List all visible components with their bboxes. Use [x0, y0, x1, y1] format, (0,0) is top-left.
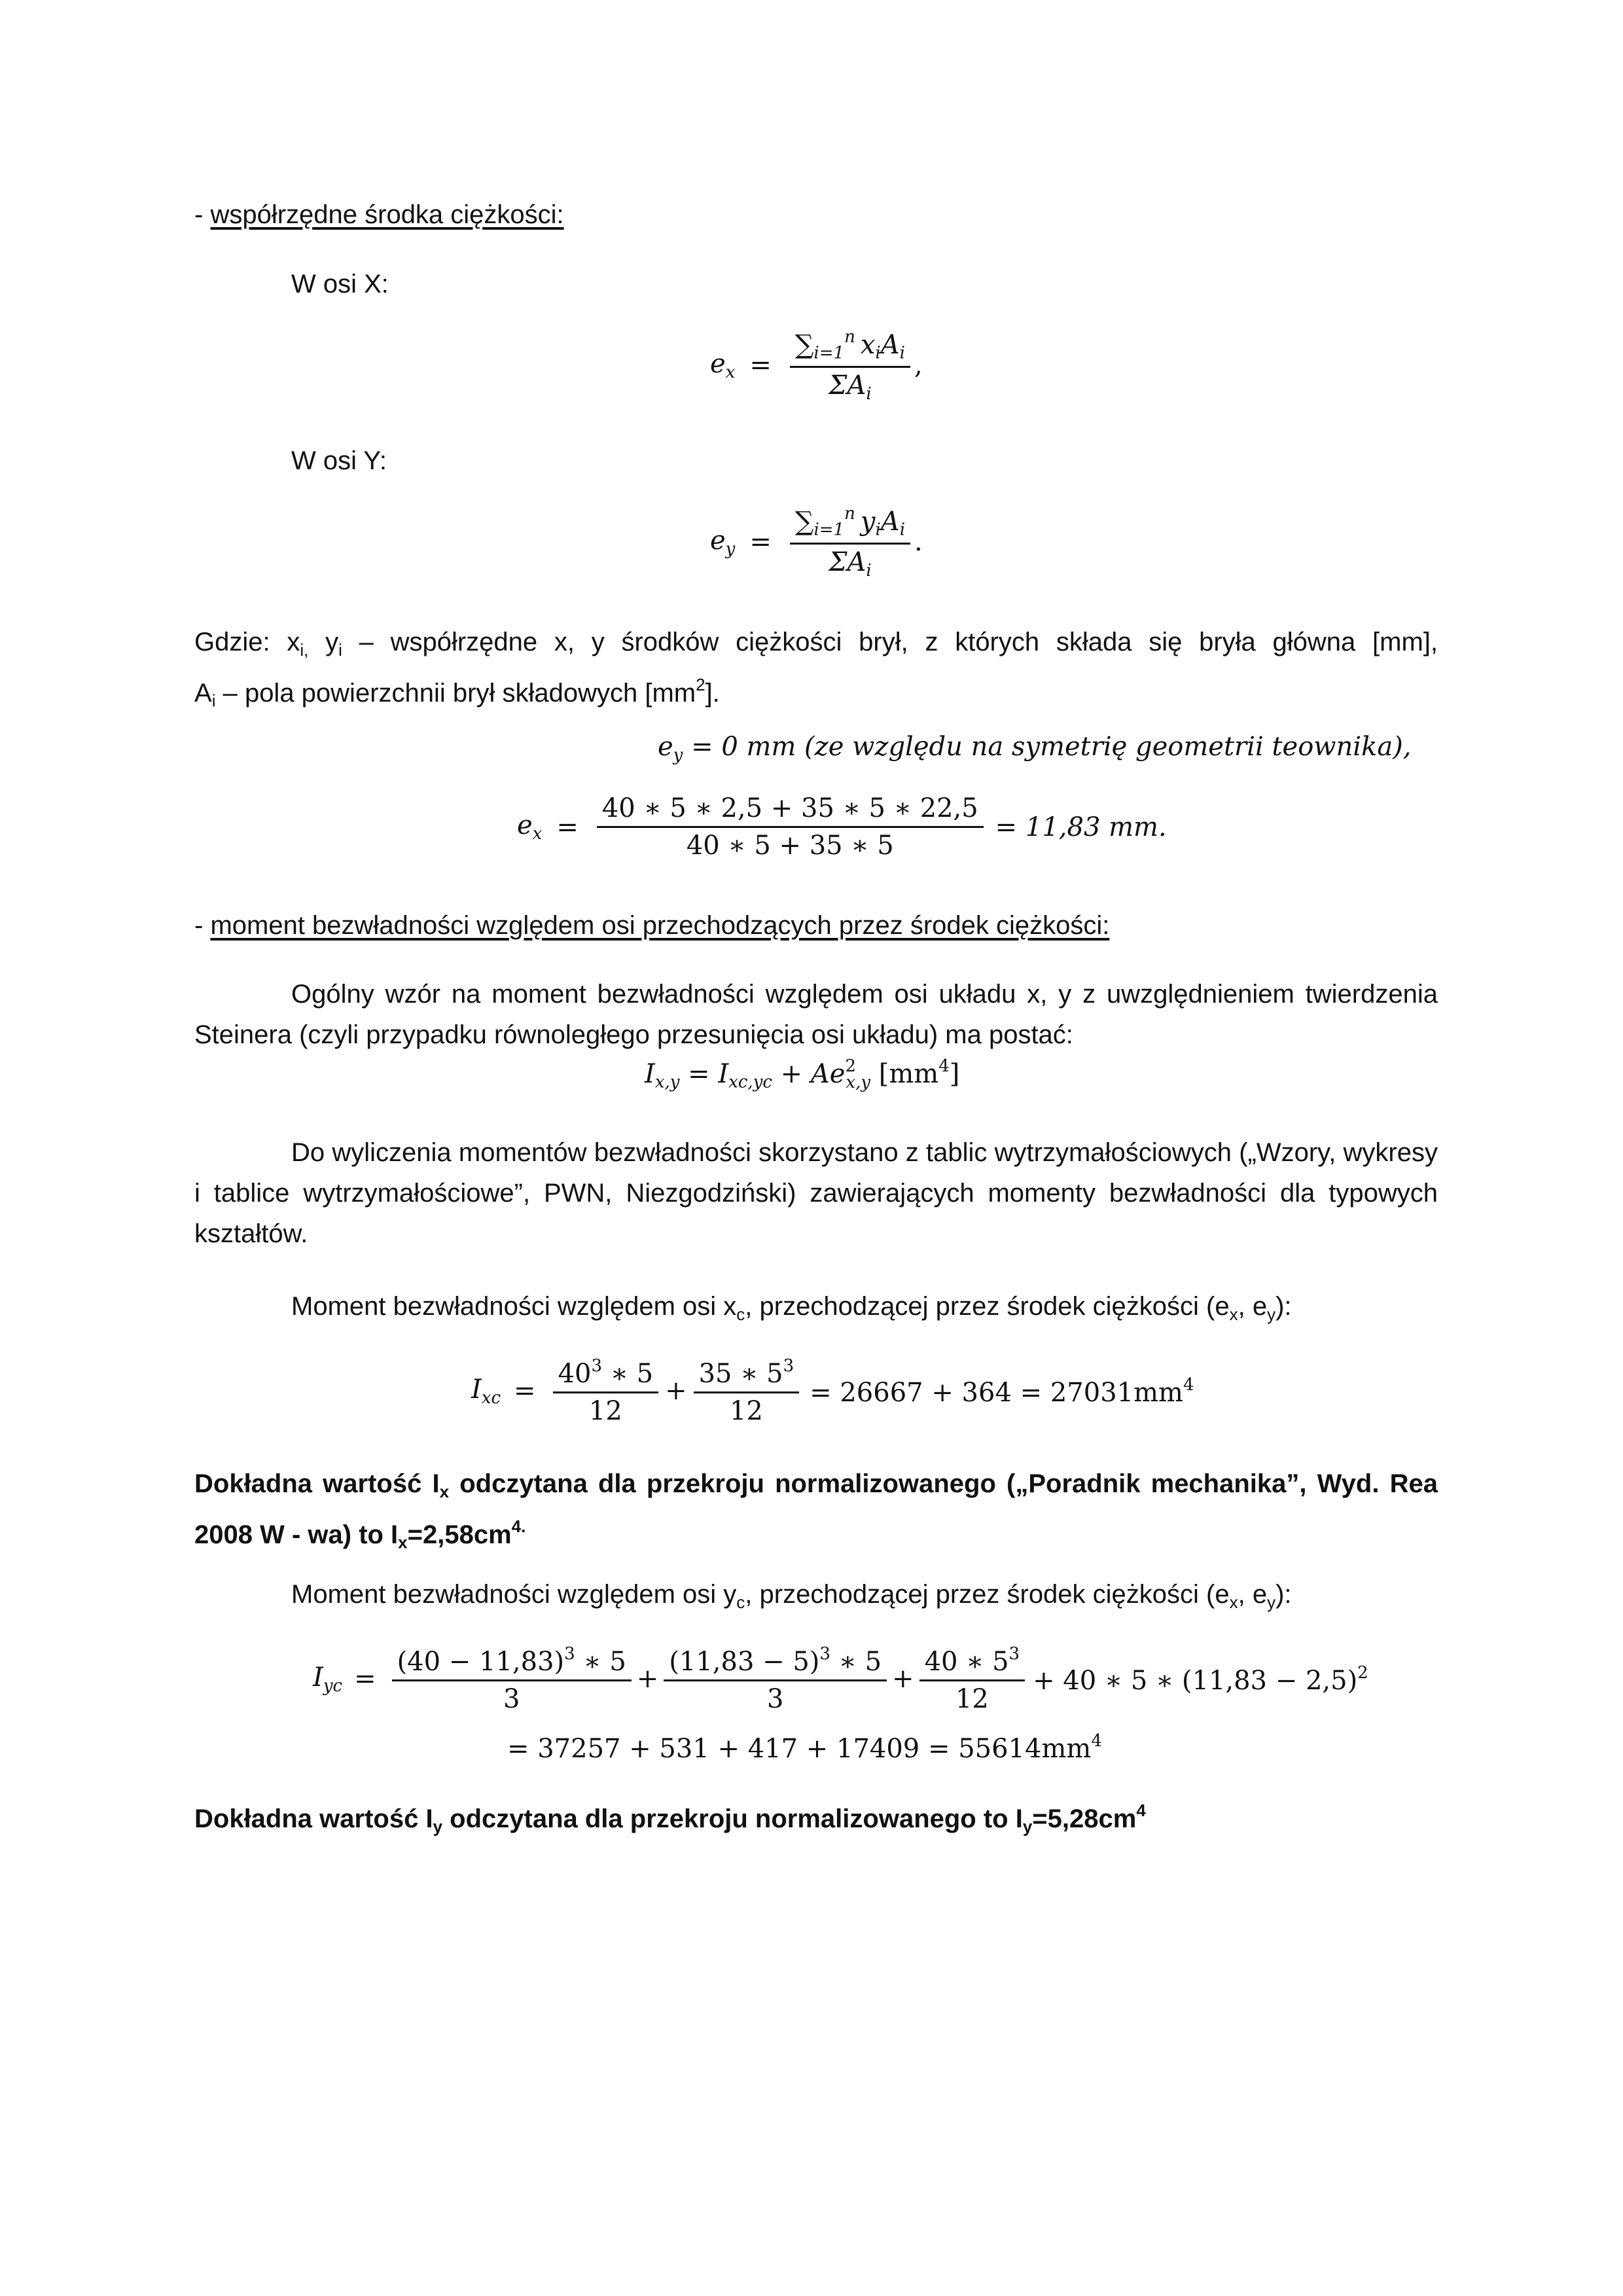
formula-ex-var: x [860, 329, 876, 360]
formula-ey [710, 504, 923, 580]
iyc-f3-num: 40 ∗ 5 [924, 1646, 1009, 1677]
ex-value-den: 40 ∗ 5 + 35 ∗ 5 [686, 831, 894, 861]
steiner-e-sub: x,y [846, 1072, 871, 1092]
ixc-fraction-1 [553, 1356, 659, 1426]
ixc-lhs-sub: xc [481, 1388, 501, 1408]
formula-ex-sum-sub: i=1 [813, 343, 845, 363]
formula-ey-lhs-sub: y [725, 539, 736, 559]
ey-value-rhs: = 0 mm (ze względu na symetrię geometrii teownika), [683, 732, 1412, 762]
formula-ey-trail: . [914, 527, 923, 558]
bold1-line2-b: =2,58cm [407, 1520, 512, 1549]
bold1-sub: x [439, 1481, 450, 1501]
iyc-intro-a: Moment bezwładności względem osi y [291, 1580, 737, 1609]
iyc-f2-den: 3 [766, 1683, 784, 1714]
ixc-intro-sub3: y [1267, 1304, 1276, 1324]
iyc-f2-sup: 3 [819, 1644, 830, 1664]
bold2-sup: 4 [1136, 1801, 1146, 1820]
paragraph-steiner: Ogólny wzór na moment bezwładności względem osi układu x, y z uwzględnieniem twierdzenia Steinera (czyli przypadku równoległego przesunięcia osi układu) ma postać: [194, 980, 1438, 1049]
ixc-formula [471, 1356, 1194, 1426]
iyc-tail: + 40 ∗ 5 ∗ (11,83 − 2,5) [1033, 1665, 1358, 1696]
gdzie-line2-sub: i [211, 691, 216, 711]
formula-ex-sum-sup: n [844, 327, 855, 347]
formula-ey-den-sub: i [866, 560, 872, 581]
gdzie-line2-a: A [194, 678, 212, 708]
steiner-I2-sub: xc,yc [728, 1072, 772, 1092]
iyc-fraction-1 [392, 1644, 632, 1714]
iyc-formula [313, 1644, 1368, 1714]
ixc-f2-sup: 3 [783, 1356, 794, 1376]
ex-value-lhs-sub: x [532, 823, 543, 844]
heading-text: współrzędne środka ciężkości: [210, 200, 564, 229]
iyc-tail-sup: 2 [1357, 1662, 1368, 1683]
ey-value-lhs: e [658, 732, 673, 762]
fraction-bar [694, 1391, 800, 1393]
steiner-unit-end: ] [949, 1058, 960, 1089]
heading-text: moment bezwładności względem osi przechodzących przez środek ciężkości: [210, 911, 1110, 940]
iyc-lhs: I [313, 1662, 323, 1693]
ixc-intro-sub2: x [1229, 1304, 1238, 1324]
ex-value-equation [517, 793, 1167, 861]
formula-ex-A: A [880, 329, 900, 360]
paragraph-tables: Do wyliczenia momentów bezwładności skorzystano z tablic wytrzymałościowych („Wzory, wykresy i tablice wytrzymałościowe”, PWN, Niezgodziński) zawierających momenty bezwładności dla typowych kształtów. [194, 1138, 1438, 1248]
ixc-f1-tail: ∗ 5 [602, 1358, 654, 1389]
formula-ey-sum-sub: i=1 [813, 520, 845, 540]
iyc-intro-sub2: x [1229, 1592, 1238, 1612]
ixc-rhs-sup: 4 [1183, 1374, 1194, 1395]
iyc-f3-sup: 3 [1008, 1644, 1020, 1664]
iyc-f3-den: 12 [955, 1683, 989, 1714]
heading-dash: - [194, 911, 211, 940]
iyc-intro-d: ): [1275, 1580, 1292, 1609]
iyc-intro-c: , e [1238, 1580, 1268, 1609]
iyc-fraction-3 [919, 1644, 1026, 1714]
steiner-I2: I [718, 1058, 729, 1089]
formula-ey-eq: = [749, 527, 772, 558]
ex-value-num: 40 ∗ 5 ∗ 2,5 + 35 ∗ 5 ∗ 22,5 [601, 793, 978, 823]
gdzie-text-c: – współrzędne x, y środków ciężkości brył, z których składa się bryła główna [mm], [342, 628, 1438, 656]
heading-dash: - [194, 200, 211, 229]
gdzie-line2-sup: 2 [696, 675, 705, 694]
bold-note-ix-line1 [194, 1463, 1438, 1512]
iyc-plus-2: + [892, 1664, 914, 1695]
steiner-e-sup: 2 [845, 1056, 857, 1076]
axis-y-label: W osi Y: [291, 446, 387, 475]
ixc-f1-den: 12 [588, 1395, 622, 1426]
iyc-f1-sup: 3 [564, 1644, 575, 1664]
formula-ey-var-sub: i [875, 520, 881, 540]
ixc-intro-a: Moment bezwładności względem osi x [291, 1292, 737, 1321]
ixc-f2-num: 35 ∗ 5 [698, 1358, 783, 1389]
iyc-eq: = [354, 1664, 376, 1695]
ixc-f2-den: 12 [729, 1395, 763, 1426]
gdzie-line2 [194, 664, 720, 722]
fraction-bar [392, 1679, 632, 1681]
bold1-b: odczytana dla przekroju normalizowanego („Poradnik mechanika”, Wyd. Rea [449, 1469, 1438, 1498]
iyc-f2-tail: ∗ 5 [830, 1646, 882, 1677]
ixc-intro-d: ): [1275, 1292, 1292, 1321]
iyc-intro [291, 1573, 1292, 1623]
formula-ex-sum: ∑ [794, 329, 814, 360]
fraction-bar [790, 366, 910, 368]
steiner-I: I [645, 1058, 655, 1089]
iyc-f1-den: 3 [503, 1683, 520, 1714]
fraction-bar [919, 1679, 1026, 1681]
bold2-a: Dokładna wartość I [194, 1804, 433, 1833]
formula-ey-A-sub: i [899, 520, 906, 540]
iyc-lhs-sub: yc [323, 1676, 343, 1696]
steiner-I-sub: x,y [654, 1072, 680, 1092]
iyc-line2: = 37257 + 531 + 417 + 17409 = 55614mm [507, 1733, 1092, 1764]
ey-value-lhs-sub: y [673, 745, 683, 765]
formula-ey-lhs: e [710, 525, 726, 556]
gdzie-text-a: Gdzie: x [194, 628, 300, 656]
formula-ex-trail: , [914, 350, 923, 381]
section-heading-moment [194, 905, 1109, 946]
axis-x-label: W osi X: [291, 270, 389, 298]
bold1-a: Dokładna wartość I [194, 1469, 440, 1498]
formula-ey-sum: ∑ [794, 506, 814, 537]
formula-ey-sum-sup: n [844, 504, 855, 524]
ixc-rhs: = 26667 + 364 = 27031mm [810, 1377, 1183, 1408]
iyc-f2-num: (11,83 − 5) [669, 1646, 820, 1677]
formula-ex-var-sub: i [875, 343, 881, 363]
bold2-sub: y [433, 1816, 443, 1837]
ixc-plus: + [665, 1376, 687, 1407]
ex-value-fraction [597, 793, 984, 861]
formula-ex-fraction [790, 327, 910, 403]
iyc-line2-sup: 4 [1091, 1731, 1102, 1751]
section-heading-centroid [194, 194, 564, 236]
bold1-line2-a: 2008 W - wa) to I [194, 1520, 399, 1549]
gdzie-line2-c: ]. [705, 678, 720, 708]
ey-value-equation [658, 732, 1412, 765]
bold1-line2-sup: 4. [511, 1516, 526, 1536]
formula-ex-lhs-sub: x [725, 362, 736, 382]
steiner-eq: = [679, 1058, 719, 1089]
gdzie-sub-a: i, [300, 639, 309, 660]
gdzie-text-b: y [308, 628, 339, 656]
ex-value-rhs: = 11,83 mm. [995, 812, 1167, 842]
formula-ey-A: A [880, 506, 900, 537]
iyc-fraction-2 [664, 1644, 887, 1714]
ex-value-eq: = [556, 812, 579, 842]
ixc-intro-c: , e [1238, 1292, 1268, 1321]
formula-ex-den: ΣA [829, 370, 866, 401]
gdzie-line2-b: – pola powierzchnii brył składowych [mm [215, 678, 696, 708]
fraction-bar [553, 1391, 659, 1393]
steiner-unit-sup: 4 [938, 1056, 950, 1076]
ixc-intro [291, 1285, 1292, 1335]
bold-note-ix-line2 [194, 1505, 526, 1564]
formula-ey-var: y [860, 506, 876, 537]
steiner-plus: + Ae [772, 1058, 846, 1089]
formula-ey-den: ΣA [829, 547, 866, 577]
fraction-bar [597, 826, 984, 828]
bold2-c: =5,28cm [1032, 1804, 1137, 1833]
ixc-eq: = [514, 1376, 536, 1407]
formula-ex-A-sub: i [899, 343, 905, 363]
iyc-intro-sub3: y [1267, 1592, 1276, 1612]
steiner-formula [645, 1056, 959, 1092]
ex-value-lhs: e [517, 810, 533, 841]
bold-note-iy [194, 1789, 1146, 1848]
ixc-f1-sup: 3 [591, 1356, 603, 1376]
gdzie-sub-b: i [338, 639, 342, 660]
formula-ex-den-sub: i [866, 384, 872, 404]
formula-ex-eq: = [749, 350, 772, 381]
iyc-f1-num: (40 − 11,83) [397, 1646, 565, 1677]
fraction-bar [790, 543, 910, 545]
ixc-lhs: I [471, 1374, 482, 1405]
bold1-line2-sub: x [398, 1532, 408, 1552]
ixc-intro-sub: c [736, 1304, 745, 1324]
iyc-intro-sub: c [736, 1592, 745, 1612]
formula-ex-lhs: e [710, 348, 726, 379]
ixc-intro-b: , przechodzącej przez środek ciężkości (e [745, 1292, 1230, 1321]
iyc-plus-1: + [636, 1664, 659, 1695]
formula-ex [710, 327, 923, 403]
bold2-sub2: y [1022, 1816, 1033, 1837]
bold2-b: odczytana dla przekroju normalizowanego to I [442, 1804, 1023, 1833]
iyc-f1-tail: ∗ 5 [575, 1646, 626, 1677]
gdzie-line1 [194, 622, 1438, 670]
formula-ey-fraction [790, 504, 910, 580]
fraction-bar [664, 1679, 887, 1681]
ixc-f1-num: 40 [558, 1358, 592, 1389]
iyc-intro-b: , przechodzącej przez środek ciężkości (e [745, 1580, 1230, 1609]
iyc-result [507, 1731, 1102, 1764]
steiner-unit: [mm [870, 1058, 939, 1089]
ixc-fraction-2 [694, 1356, 800, 1426]
